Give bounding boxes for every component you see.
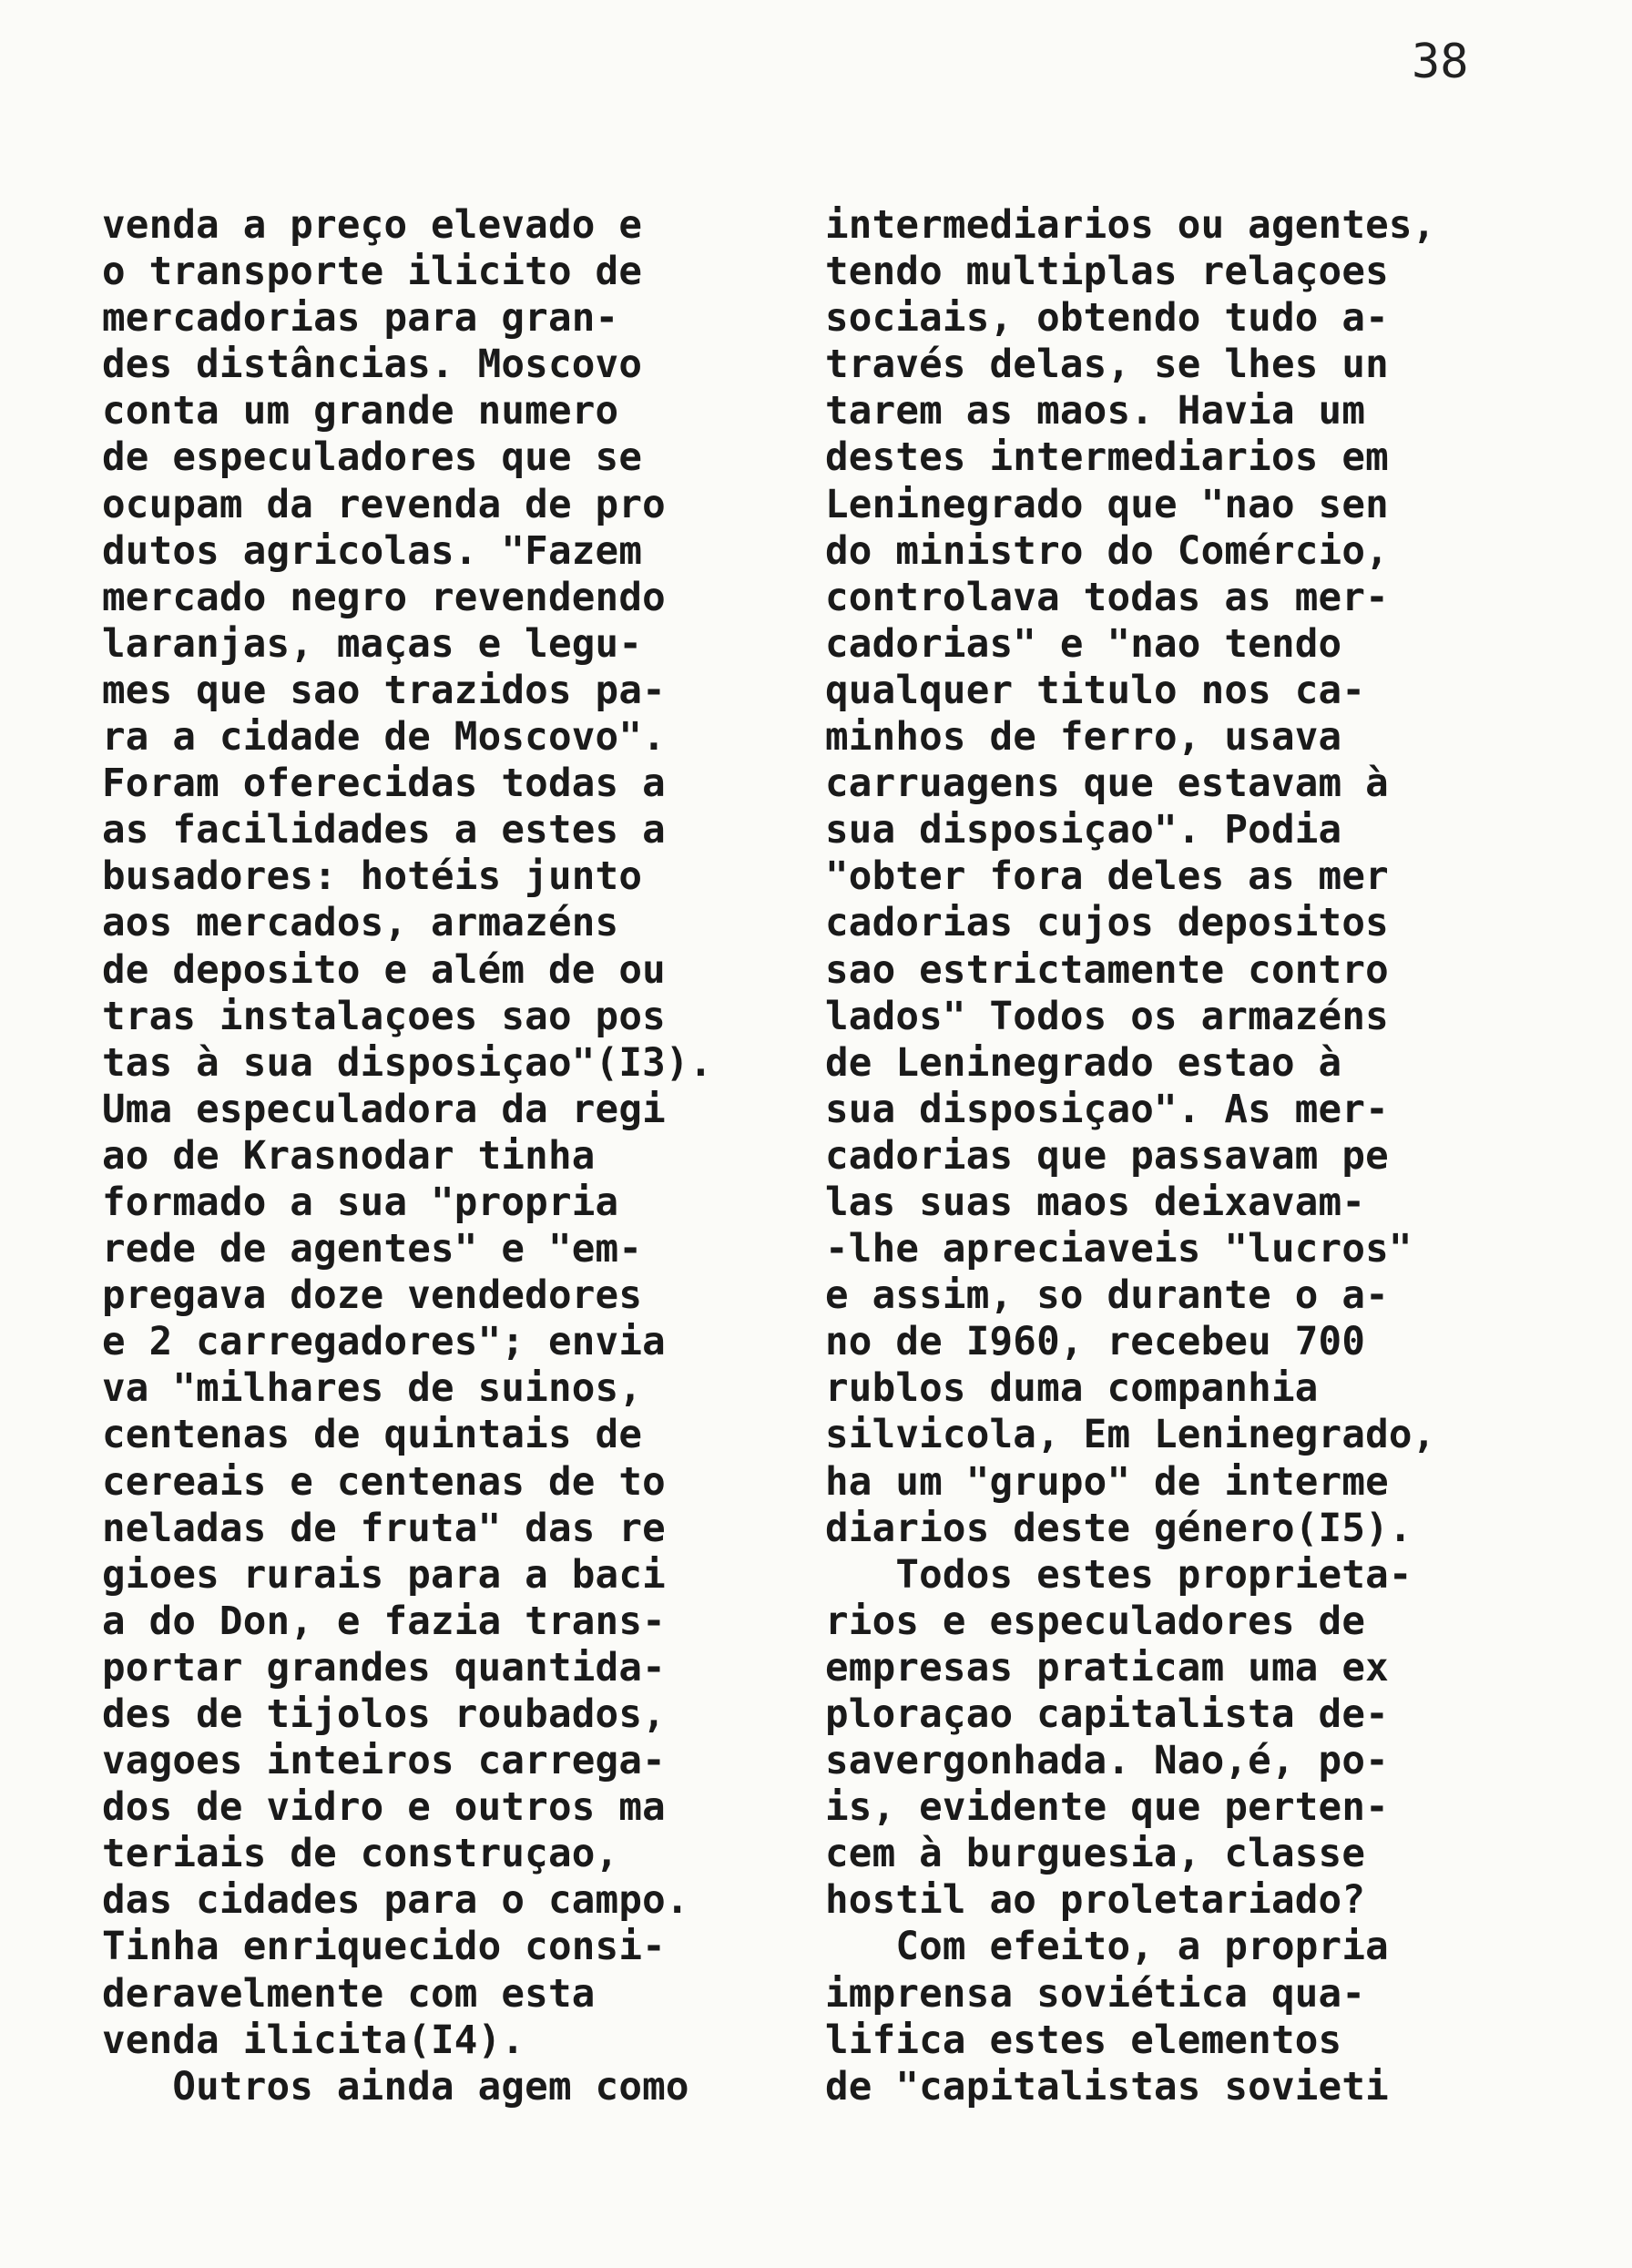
text-line: de deposito e além de ou (102, 947, 666, 993)
text-line: savergonhada. Nao,é, po- (825, 1739, 1389, 1784)
text-line: gioes rurais para a baci (102, 1552, 666, 1598)
text-line: aos mercados, armazéns (102, 901, 619, 946)
text-line: través delas, se lhes un (825, 342, 1389, 388)
text-line: imprensa soviética qua- (825, 1971, 1366, 2017)
text-line: de "capitalistas sovieti (825, 2064, 1389, 2110)
text-line: a do Don, e fazia trans- (102, 1599, 666, 1644)
text-line: cadorias que passavam pe (825, 1133, 1389, 1179)
text-line: empresas praticam uma ex (825, 1645, 1389, 1691)
text-line: mercado negro revendendo (102, 575, 666, 620)
text-line: dutos agricolas. "Fazem (102, 528, 643, 574)
text-line: vagoes inteiros carrega- (102, 1739, 666, 1784)
text-line: ocupam da revenda de pro (102, 482, 666, 527)
text-line: Uma especuladora da regi (102, 1087, 666, 1132)
text-line: deravelmente com esta (102, 1971, 596, 2017)
text-line: Foram oferecidas todas a (102, 761, 666, 807)
text-line: lifica estes elementos (825, 2018, 1342, 2063)
text-line: cadorias" e "nao tendo (825, 621, 1342, 667)
page-number: 38 (1412, 35, 1469, 89)
text-line: intermediarios ou agentes, (825, 203, 1436, 248)
text-line: venda ilicita(I4). (102, 2018, 525, 2063)
left-text-column (102, 202, 712, 2110)
text-line: diarios deste género(I5). (825, 1506, 1413, 1551)
text-line: cereais e centenas de to (102, 1459, 666, 1505)
text-line: do ministro do Comércio, (825, 528, 1389, 574)
text-line: des distâncias. Moscovo (102, 342, 643, 388)
text-line: busadores: hotéis junto (102, 854, 643, 900)
text-line: mes que sao trazidos pa- (102, 668, 666, 713)
text-line: Todos estes proprieta- (825, 1552, 1413, 1598)
text-line: controlava todas as mer- (825, 575, 1389, 620)
text-line: das cidades para o campo. (102, 1878, 689, 1924)
text-line: carruagens que estavam à (825, 761, 1389, 807)
text-line: neladas de fruta" das re (102, 1506, 666, 1551)
text-line: ra a cidade de Moscovo". (102, 715, 666, 761)
right-text-column (825, 202, 1435, 2110)
text-line: Com efeito, a propria (825, 1925, 1389, 1970)
text-line: sua disposiçao". Podia (825, 808, 1342, 853)
text-line: tendo multiplas relaçoes (825, 250, 1389, 295)
text-line: tras instalaçoes sao pos (102, 994, 666, 1039)
text-line: de especuladores que se (102, 435, 643, 481)
text-line: no de I960, recebeu 700 (825, 1320, 1366, 1365)
text-line: cem à burguesia, classe (825, 1832, 1366, 1877)
text-line: mercadorias para gran- (102, 296, 619, 342)
text-line: hostil ao proletariado? (825, 1878, 1366, 1924)
text-line: rede de agentes" e "em- (102, 1227, 643, 1272)
text-line: las suas maos deixavam- (825, 1180, 1366, 1225)
text-line: centenas de quintais de (102, 1413, 643, 1458)
text-line: tarem as maos. Havia um (825, 389, 1366, 434)
text-line: rios e especuladores de (825, 1599, 1366, 1644)
text-line: va "milhares de suinos, (102, 1366, 643, 1412)
text-line: pregava doze vendedores (102, 1273, 643, 1319)
text-line: cadorias cujos depositos (825, 901, 1389, 946)
text-line: is, evidente que perten- (825, 1785, 1389, 1831)
text-line: e assim, so durante o a- (825, 1273, 1389, 1319)
text-line: Leninegrado que "nao sen (825, 482, 1389, 527)
text-line: teriais de construçao, (102, 1832, 619, 1877)
text-line: ploraçao capitalista de- (825, 1692, 1389, 1737)
text-line: -lhe apreciaveis "lucros" (825, 1227, 1413, 1272)
text-line: des de tijolos roubados, (102, 1692, 666, 1737)
text-line: laranjas, maças e legu- (102, 621, 643, 667)
text-line: silvicola, Em Leninegrado, (825, 1413, 1436, 1458)
text-line: Outros ainda agem como (102, 2064, 689, 2110)
text-line: ao de Krasnodar tinha (102, 1133, 596, 1179)
text-line: Tinha enriquecido consi- (102, 1925, 666, 1970)
text-line: "obter fora deles as mer (825, 854, 1389, 900)
text-line: venda a preço elevado e (102, 203, 643, 248)
text-line: conta um grande numero (102, 389, 619, 434)
text-line: destes intermediarios em (825, 435, 1389, 481)
text-line: de Leninegrado estao à (825, 1040, 1342, 1086)
text-line: formado a sua "propria (102, 1180, 619, 1225)
text-line: minhos de ferro, usava (825, 715, 1342, 761)
text-line: e 2 carregadores"; envia (102, 1320, 666, 1365)
text-line: o transporte ilicito de (102, 250, 643, 295)
text-line: dos de vidro e outros ma (102, 1785, 666, 1831)
text-line: tas à sua disposiçao"(I3). (102, 1040, 713, 1086)
text-line: sua disposiçao". As mer- (825, 1087, 1389, 1132)
text-line: qualquer titulo nos ca- (825, 668, 1366, 713)
text-line: ha um "grupo" de interme (825, 1459, 1389, 1505)
text-line: sociais, obtendo tudo a- (825, 296, 1389, 342)
text-line: lados" Todos os armazéns (825, 994, 1389, 1039)
text-line: rublos duma companhia (825, 1366, 1319, 1412)
text-line: sao estrictamente contro (825, 947, 1389, 993)
text-line: as facilidades a estes a (102, 808, 666, 853)
text-line: portar grandes quantida- (102, 1645, 666, 1691)
